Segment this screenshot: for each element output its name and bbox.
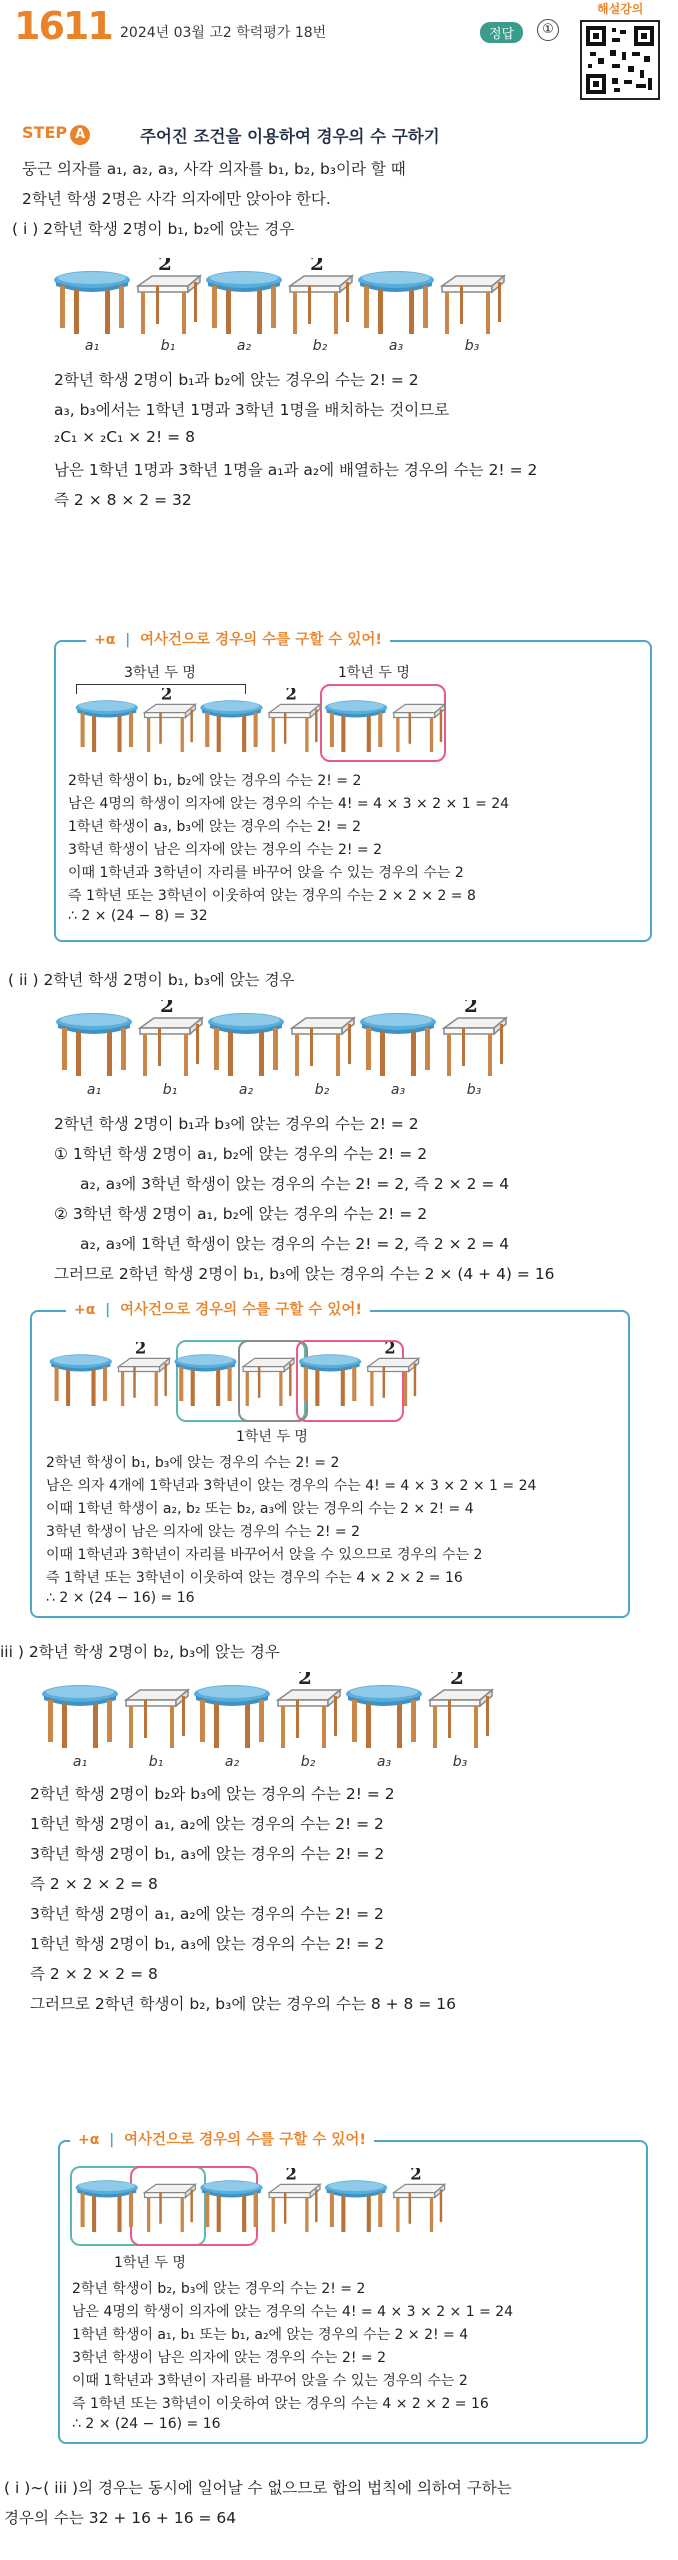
chair-label: b₂ (312, 338, 328, 354)
case3-line: 즉 2 × 2 × 2 = 8 (30, 1965, 158, 1983)
box3-line: 2학년 학생이 b₂, b₃에 앉는 경우의 수는 2! = 2 (72, 2281, 366, 2297)
case1-line: 남은 1학년 1명과 3학년 1명을 a₁과 a₂에 배열하는 경우의 수는 2! = 2 (54, 461, 538, 479)
case3-line: 1학년 학생 2명이 a₁, a₂에 앉는 경우의 수는 2! = 2 (30, 1815, 384, 1833)
box2-line: 이때 1학년과 3학년이 자리를 바꾸어서 앉을 수 있으므로 경우의 수는 2 (46, 1547, 483, 1563)
case2-line: 2학년 학생 2명이 b₁과 b₃에 앉는 경우의 수는 2! = 2 (54, 1115, 419, 1133)
group-label: 1학년 두 명 (114, 2255, 186, 2271)
box2-line: 남은 의자 4개에 1학년과 3학년이 앉는 경우의 수는 4! = 4 × 3 × 2 × 1 = 24 (46, 1478, 537, 1494)
chair-number-mark: 2 (298, 1672, 312, 1689)
chair-label: b₁ (160, 338, 176, 354)
chair-number-mark: 2 (285, 2168, 297, 2184)
chair-number-mark: 2 (450, 1672, 464, 1689)
chair-number-mark: 2 (160, 688, 173, 704)
chair-label: a₂ (224, 1754, 240, 1770)
box2-line: 즉 1학년 또는 3학년이 이웃하여 앉는 경우의 수는 4 × 2 × 2 = 16 (46, 1570, 463, 1586)
chair-number-mark: 2 (464, 1000, 478, 1017)
case1-line: 즉 2 × 8 × 2 = 32 (54, 491, 192, 509)
chair-label: b₁ (162, 1082, 178, 1098)
box1-line: 2학년 학생이 b₁, b₂에 앉는 경우의 수는 2! = 2 (68, 773, 362, 789)
alt-method-tag: +α | 여사건으로 경우의 수를 구할 수 있어! (66, 1298, 370, 1319)
answer-value: ① (537, 19, 559, 41)
problem-source: 2024년 03월 고2 학력평가 18번 (120, 25, 327, 41)
conclusion-line: ( i )∼( iii )의 경우는 동시에 일어날 수 없으므로 합의 법칙에 의하여 구하는 (4, 2479, 512, 2497)
case3-line: 3학년 학생 2명이 b₁, a₃에 앉는 경우의 수는 2! = 2 (30, 1845, 385, 1863)
box1-chairs (74, 688, 454, 764)
chair-label: b₂ (300, 1754, 316, 1770)
box3-line: ∴ 2 × (24 − 16) = 16 (72, 2416, 221, 2432)
box1-line: 남은 4명의 학생이 의자에 앉는 경우의 수는 4! = 4 × 3 × 2 × 1 = 24 (68, 796, 510, 812)
case2-line: 그러므로 2학년 학생 2명이 b₁, b₃에 앉는 경우의 수는 2 × (4 + 4) = 16 (54, 1265, 555, 1283)
alt-method-tag: +α | 여사건으로 경우의 수를 구할 수 있어! (86, 628, 390, 649)
case2-title: ( ii ) 2학년 학생 2명이 b₁, b₃에 앉는 경우 (8, 971, 295, 989)
case1-title: ( i ) 2학년 학생 2명이 b₁, b₂에 앉는 경우 (12, 220, 295, 238)
box1-line: 1학년 학생이 a₃, b₃에 앉는 경우의 수는 2! = 2 (68, 819, 362, 835)
box1-line: 즉 1학년 또는 3학년이 이웃하여 앉는 경우의 수는 2 × 2 × 2 = 8 (68, 888, 476, 904)
alt-method-tag: +α | 여사건으로 경우의 수를 구할 수 있어! (70, 2128, 374, 2149)
chair-label: b₃ (466, 1082, 482, 1098)
box3-line: 이때 1학년과 3학년이 자리를 바꾸어 앉을 수 있는 경우의 수는 2 (72, 2373, 468, 2389)
case2-chairs (54, 1000, 534, 1080)
box3-line: 남은 4명의 학생이 의자에 앉는 경우의 수는 4! = 4 × 3 × 2 × 1 = 24 (72, 2304, 514, 2320)
chair-number-mark: 2 (158, 258, 172, 275)
group-label: 3학년 두 명 (124, 665, 196, 681)
chair-label: b₂ (314, 1082, 330, 1098)
box2-line: 이때 1학년 학생이 a₂, b₂ 또는 b₂, a₃에 앉는 경우의 수는 2 × 2! = 4 (46, 1501, 474, 1517)
chair-number-mark: 2 (134, 1342, 147, 1358)
conclusion-line: 경우의 수는 32 + 16 + 16 = 64 (4, 2509, 237, 2527)
chair-number-mark: 2 (410, 2168, 422, 2184)
qr-code-icon[interactable] (580, 20, 660, 100)
box1-line: 3학년 학생이 남은 의자에 앉는 경우의 수는 2! = 2 (68, 842, 383, 858)
group-label: 1학년 두 명 (338, 665, 410, 681)
box3-line: 즉 1학년 또는 3학년이 이웃하여 앉는 경우의 수는 4 × 2 × 2 = 16 (72, 2396, 489, 2412)
box2-line: 2학년 학생이 b₁, b₃에 앉는 경우의 수는 2! = 2 (46, 1455, 340, 1471)
chair-label: a₁ (86, 1082, 102, 1098)
box2-line: ∴ 2 × (24 − 16) = 16 (46, 1590, 195, 1606)
box1-line: 이때 1학년과 3학년이 자리를 바꾸어 앉을 수 있는 경우의 수는 2 (68, 865, 464, 881)
box2-line: 3학년 학생이 남은 의자에 앉는 경우의 수는 2! = 2 (46, 1524, 361, 1540)
box1-line: ∴ 2 × (24 − 8) = 32 (68, 908, 208, 924)
box3-chairs (74, 2168, 474, 2248)
chair-label: a₁ (84, 338, 100, 354)
group-label: 1학년 두 명 (236, 1429, 308, 1445)
intro-line-2: 2학년 학생 2명은 사각 의자에만 앉아야 한다. (22, 190, 331, 208)
chair-label: a₃ (388, 338, 404, 354)
answer-badge: 정답 (480, 22, 523, 43)
chair-number-mark: 2 (160, 1000, 174, 1017)
chair-label: a₃ (376, 1754, 392, 1770)
case1-line: a₃, b₃에서는 1학년 1명과 3학년 1명을 배치하는 것이므로 (54, 401, 450, 419)
problem-number: 1611 (14, 4, 112, 48)
case2-line: ① 1학년 학생 2명이 a₁, b₂에 앉는 경우의 수는 2! = 2 (54, 1145, 428, 1163)
case3-line: 3학년 학생 2명이 a₁, a₂에 앉는 경우의 수는 2! = 2 (30, 1905, 384, 1923)
step-title: 주어진 조건을 이용하여 경우의 수 구하기 (140, 127, 440, 146)
case2-line: a₂, a₃에 3학년 학생이 앉는 경우의 수는 2! = 2, 즉 2 × 2 = 4 (80, 1175, 510, 1193)
step-label: STEP A (22, 123, 90, 145)
chair-label: a₁ (72, 1754, 88, 1770)
chair-label: a₂ (238, 1082, 254, 1098)
case3-line: 그러므로 2학년 학생이 b₂, b₃에 앉는 경우의 수는 8 + 8 = 16 (30, 1995, 456, 2013)
chair-label: a₃ (390, 1082, 406, 1098)
case3-title: iii ) 2학년 학생 2명이 b₂, b₃에 앉는 경우 (0, 1643, 280, 1661)
box3-line: 3학년 학생이 남은 의자에 앉는 경우의 수는 2! = 2 (72, 2350, 387, 2366)
case3-line: 1학년 학생 2명이 b₁, a₃에 앉는 경우의 수는 2! = 2 (30, 1935, 385, 1953)
case2-line: ② 3학년 학생 2명이 a₁, b₂에 앉는 경우의 수는 2! = 2 (54, 1205, 428, 1223)
chair-label: b₁ (148, 1754, 164, 1770)
case1-line: 2학년 학생 2명이 b₁과 b₂에 앉는 경우의 수는 2! = 2 (54, 371, 419, 389)
chair-number-mark: 2 (285, 688, 297, 704)
case3-line: 즉 2 × 2 × 2 = 8 (30, 1875, 158, 1893)
box3-line: 1학년 학생이 a₁, b₁ 또는 b₁, a₂에 앉는 경우의 수는 2 × 2! = 4 (72, 2327, 469, 2343)
case1-chairs (52, 258, 532, 338)
case3-line: 2학년 학생 2명이 b₂와 b₃에 앉는 경우의 수는 2! = 2 (30, 1785, 395, 1803)
chair-label: a₂ (236, 338, 252, 354)
box2-chairs (48, 1342, 448, 1422)
case3-chairs (40, 1672, 520, 1752)
chair-label: b₃ (464, 338, 480, 354)
case1-line: ₂C₁ × ₂C₁ × 2! = 8 (54, 428, 195, 446)
intro-line-1: 둥근 의자를 a₁, a₂, a₃, 사각 의자를 b₁, b₂, b₃이라 할 때 (22, 160, 406, 178)
lecture-label[interactable]: 해설강의 (597, 2, 644, 16)
chair-label: b₃ (452, 1754, 468, 1770)
chair-number-mark: 2 (310, 258, 324, 275)
chair-number-mark: 2 (384, 1342, 396, 1358)
case2-line: a₂, a₃에 1학년 학생이 앉는 경우의 수는 2! = 2, 즉 2 × 2 = 4 (80, 1235, 510, 1253)
